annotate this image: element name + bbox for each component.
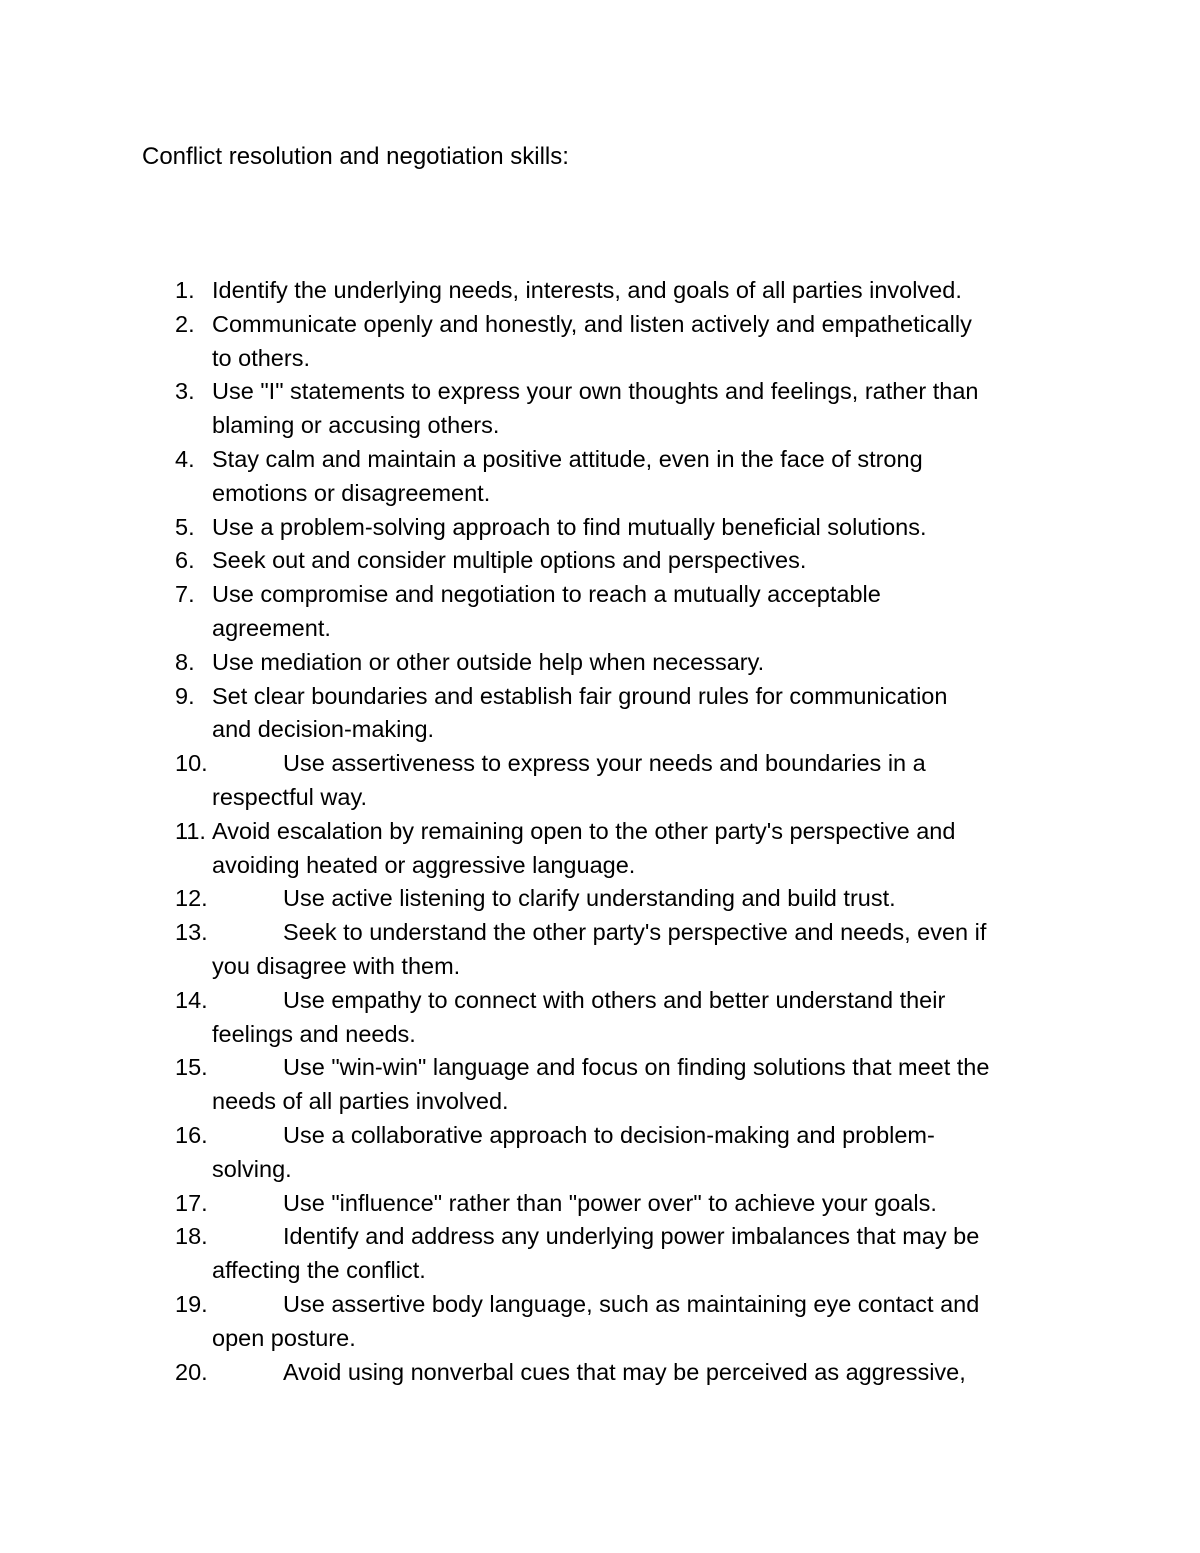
list-item-text: avoiding heated or aggressive language. [212,851,636,878]
list-item-text: Use "win-win" language and focus on finding solutions that meet the [283,1054,990,1081]
list-item-text: Avoid using nonverbal cues that may be perceived as aggressive, [283,1358,966,1385]
list-item-text: Use assertive body language, such as maintaining eye contact and [283,1290,980,1317]
list-item-number: 1. [175,277,195,303]
list-item-number: 18. [175,1223,208,1250]
list-item-text: feelings and needs. [212,1020,416,1047]
list-item-text: Use compromise and negotiation to reach a mutually acceptable [212,581,881,608]
list-item-text: blaming or accusing others. [212,412,500,439]
list-item-number: 5. [175,513,195,540]
list-item-number: 16. [175,1121,208,1148]
list-item-text: emotions or disagreement. [212,479,491,506]
list-item [0,511,1062,545]
list-item-text: Use empathy to connect with others and better understand their [283,986,946,1013]
list-item-text: respectful way. [212,783,367,810]
list-item [0,646,1062,680]
list-item [0,815,1062,883]
list-item [0,680,1062,748]
list-item-text: Use active listening to clarify understanding and build trust. [283,885,896,912]
list-item [0,1051,1062,1119]
list-item-text: Communicate openly and honestly, and listen actively and empathetically [212,310,972,337]
list-item-text: Use "influence" rather than "power over" to achieve your goals. [283,1189,937,1216]
list-item-text: Use assertiveness to express your needs and boundaries in a [283,750,926,777]
list-item-text: to others. [212,344,310,371]
list-item [0,984,1062,1052]
list-item-number: 15. [175,1054,208,1081]
list-item-text: needs of all parties involved. [212,1088,509,1115]
list-item [0,1356,1062,1390]
list-item-text: Use a collaborative approach to decision-making and problem- [283,1121,935,1148]
list-item [0,578,1062,646]
list-item-text: open posture. [212,1324,356,1351]
list-item [0,443,1062,511]
list-item-text: Use mediation or other outside help when necessary. [212,648,765,675]
list-item-text: affecting the conflict. [212,1257,426,1284]
list-item [0,1187,1062,1221]
list-item-number: 9. [175,682,195,709]
list-item-number: 7. [175,581,195,608]
list-item-text: Seek to understand the other party's perspective and needs, even if [283,919,987,946]
list-item-number: 12. [175,885,208,912]
list-item-number: 4. [175,445,195,472]
list-item-number: 13. [175,919,208,946]
list-item [0,375,1062,443]
list-item [0,882,1062,916]
list-item-text: Use a problem-solving approach to find mutually beneficial solutions. [212,513,927,540]
document-title: Conflict resolution and negotiation skills: [142,143,569,170]
list-item [0,274,1062,308]
list-item [0,916,1062,984]
list-item-number: 2. [175,310,195,337]
list-item-text: Avoid escalation by remaining open to the other party's perspective and [212,817,956,844]
list-item-text: solving. [212,1155,292,1182]
list-item-text: Seek out and consider multiple options and perspectives. [212,547,807,574]
list-item-number: 19. [175,1290,208,1317]
list-item [0,747,1062,815]
list-item-text: you disagree with them. [212,952,461,979]
list-item-number: 14. [175,986,208,1013]
list-item-number: 17. [175,1189,208,1216]
list-item [0,544,1062,578]
list-item-text: Stay calm and maintain a positive attitude, even in the face of strong [212,445,923,472]
list-item-number: 20. [175,1358,208,1385]
list-item-text: Use "I" statements to express your own thoughts and feelings, rather than [212,378,979,405]
list-item-number: 6. [175,547,195,574]
list-item-text: Identify the underlying needs, interests, and goals of all parties involved. [212,277,962,303]
list-item [0,308,1062,376]
list-item-number: 3. [175,378,195,405]
list-item-text: Identify and address any underlying power imbalances that may be [283,1223,980,1250]
list-item-number: 10. [175,750,208,777]
list-item-number: 11. [175,817,206,844]
list-item [0,1288,1062,1356]
list-item-text: Set clear boundaries and establish fair ground rules for communication [212,682,948,709]
list-item-number: 8. [175,648,195,675]
list-item-text: agreement. [212,614,331,641]
list-item [0,1119,1062,1187]
skills-list [0,274,1200,1389]
list-item [0,1220,1062,1288]
list-item-text: and decision-making. [212,716,435,743]
